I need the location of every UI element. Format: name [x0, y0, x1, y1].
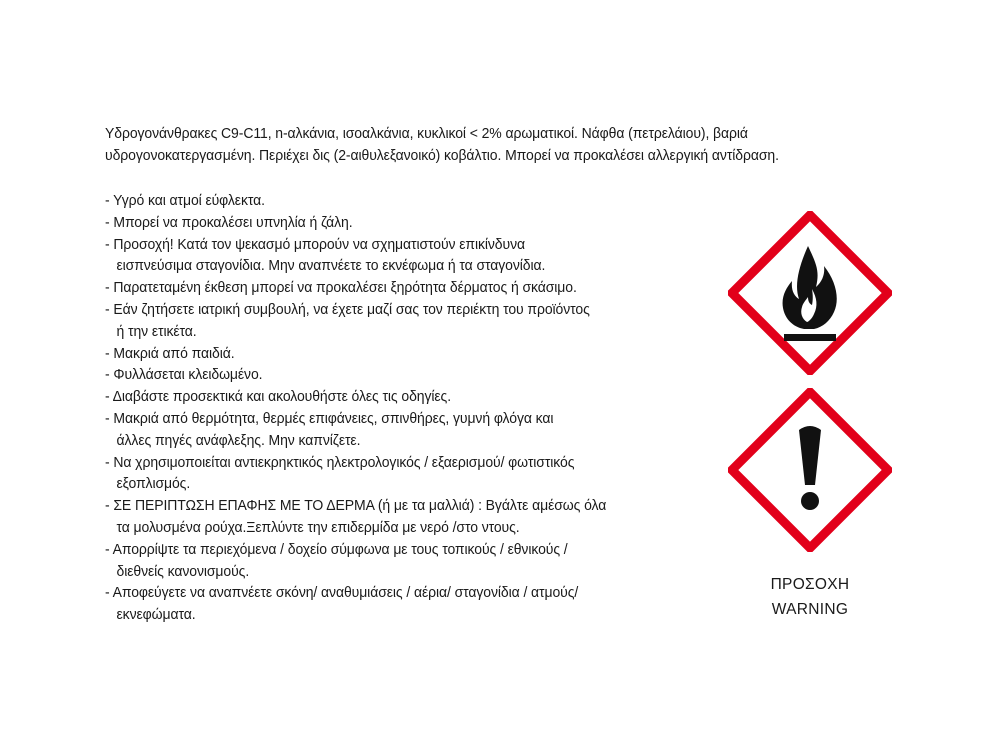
statement-line: - Μπορεί να προκαλέσει υπνηλία ή ζάλη. [105, 214, 353, 231]
hazard-statement [105, 278, 681, 300]
statement-line: - Φυλλάσεται κλειδωμένο. [105, 367, 263, 384]
exclamation-mark-icon [728, 388, 892, 552]
statement-line: εισπνεύσιμα σταγονίδια. Μην αναπνέετε το εκνέφωμα ή τα σταγονίδια. [116, 258, 546, 275]
composition-line: Υδρογονάνθρακες C9-C11, n-αλκάνια, ισοαλκάνια, κυκλικοί < 2% αρωματικοί. Νάφθα (πετρελάιου), βαριά [105, 126, 748, 142]
statement-line: - Να χρησιμοποιείται αντιεκρηκτικός ηλεκτρολογικός / εξαερισμού/ φωτιστικός [105, 454, 575, 471]
signal-word-english: WARNING [771, 601, 849, 618]
statement-line: - Εάν ζητήσετε ιατρική συμβουλή, να έχετε μαζί σας τον περιέκτη του προϊόντος [105, 301, 590, 318]
statement-line: - ΣΕ ΠΕΡΙΠΤΩΣΗ ΕΠΑΦΗΣ ΜΕ ΤΟ ΔΕΡΜΑ (ή με τα μαλλιά) : Βγάλτε αμέσως όλα [105, 498, 607, 515]
statement-line: - Παρατεταμένη έκθεση μπορεί να προκαλέσει ξηρότητα δέρματος ή σκάσιμο. [105, 280, 577, 297]
product-composition [105, 124, 873, 167]
hazard-statement [105, 496, 681, 540]
flame-icon [728, 211, 892, 375]
hazard-statement [105, 365, 681, 387]
statement-line: - Αποφεύγετε να αναπνέετε σκόνη/ αναθυμιάσεις / αέρια/ σταγονίδια / ατμούς/ [105, 585, 579, 602]
statement-line: - Υγρό και ατμοί εύφλεκτα. [105, 193, 265, 209]
statement-line: - Διαβάστε προσεκτικά και ακολουθήστε όλες τις οδηγίες. [105, 389, 452, 406]
composition-line: υδρογονοκατεργασμένη. Περιέχει δις (2-αιθυλεξανοικό) κοβάλτιο. Μπορεί να προκαλέσει αλλεργική αντίδραση. [105, 147, 779, 164]
hazard-statement [105, 300, 681, 344]
hazard-statement [105, 387, 681, 409]
hazard-statement [105, 540, 681, 584]
hazard-statement [105, 191, 681, 213]
statement-line: διεθνείς κανονισμούς. [116, 563, 250, 580]
statement-line: - Απορρίψτε τα περιεχόμενα / δοχείο σύμφωνα με τους τοπικούς / εθνικούς / [105, 541, 568, 558]
statement-line: - Μακριά από θερμότητα, θερμές επιφάνειες, σπινθήρες, γυμνή φλόγα και [105, 410, 554, 427]
hazard-statement [105, 409, 681, 453]
statement-line: - Μακριά από παιδιά. [105, 345, 235, 362]
signal-word-greek: ΠΡΟΣΟΧΗ [770, 576, 850, 593]
statement-line: ή την ετικέτα. [116, 323, 197, 340]
health-hazard-pictogram [728, 388, 892, 552]
hazard-statement [105, 344, 681, 366]
hazard-statements-list [105, 191, 681, 627]
statement-line: άλλες πηγές ανάφλεξης. Μην καπνίζετε. [116, 432, 361, 449]
statement-line: - Προσοχή! Κατά τον ψεκασμό μπορούν να σχηματιστούν επικίνδυνα [105, 236, 525, 253]
hazard-statement [105, 235, 681, 279]
hazard-statement [105, 583, 681, 627]
statement-line: εξοπλισμός. [116, 476, 191, 493]
flammable-pictogram [728, 211, 892, 375]
statement-line: εκνεφώματα. [116, 607, 196, 624]
hazard-statement [105, 213, 681, 235]
hazard-statement [105, 453, 681, 497]
statement-line: τα μολυσμένα ρούχα.Ξεπλύντε την επιδερμίδα με νερό /στο ντους. [116, 519, 520, 536]
